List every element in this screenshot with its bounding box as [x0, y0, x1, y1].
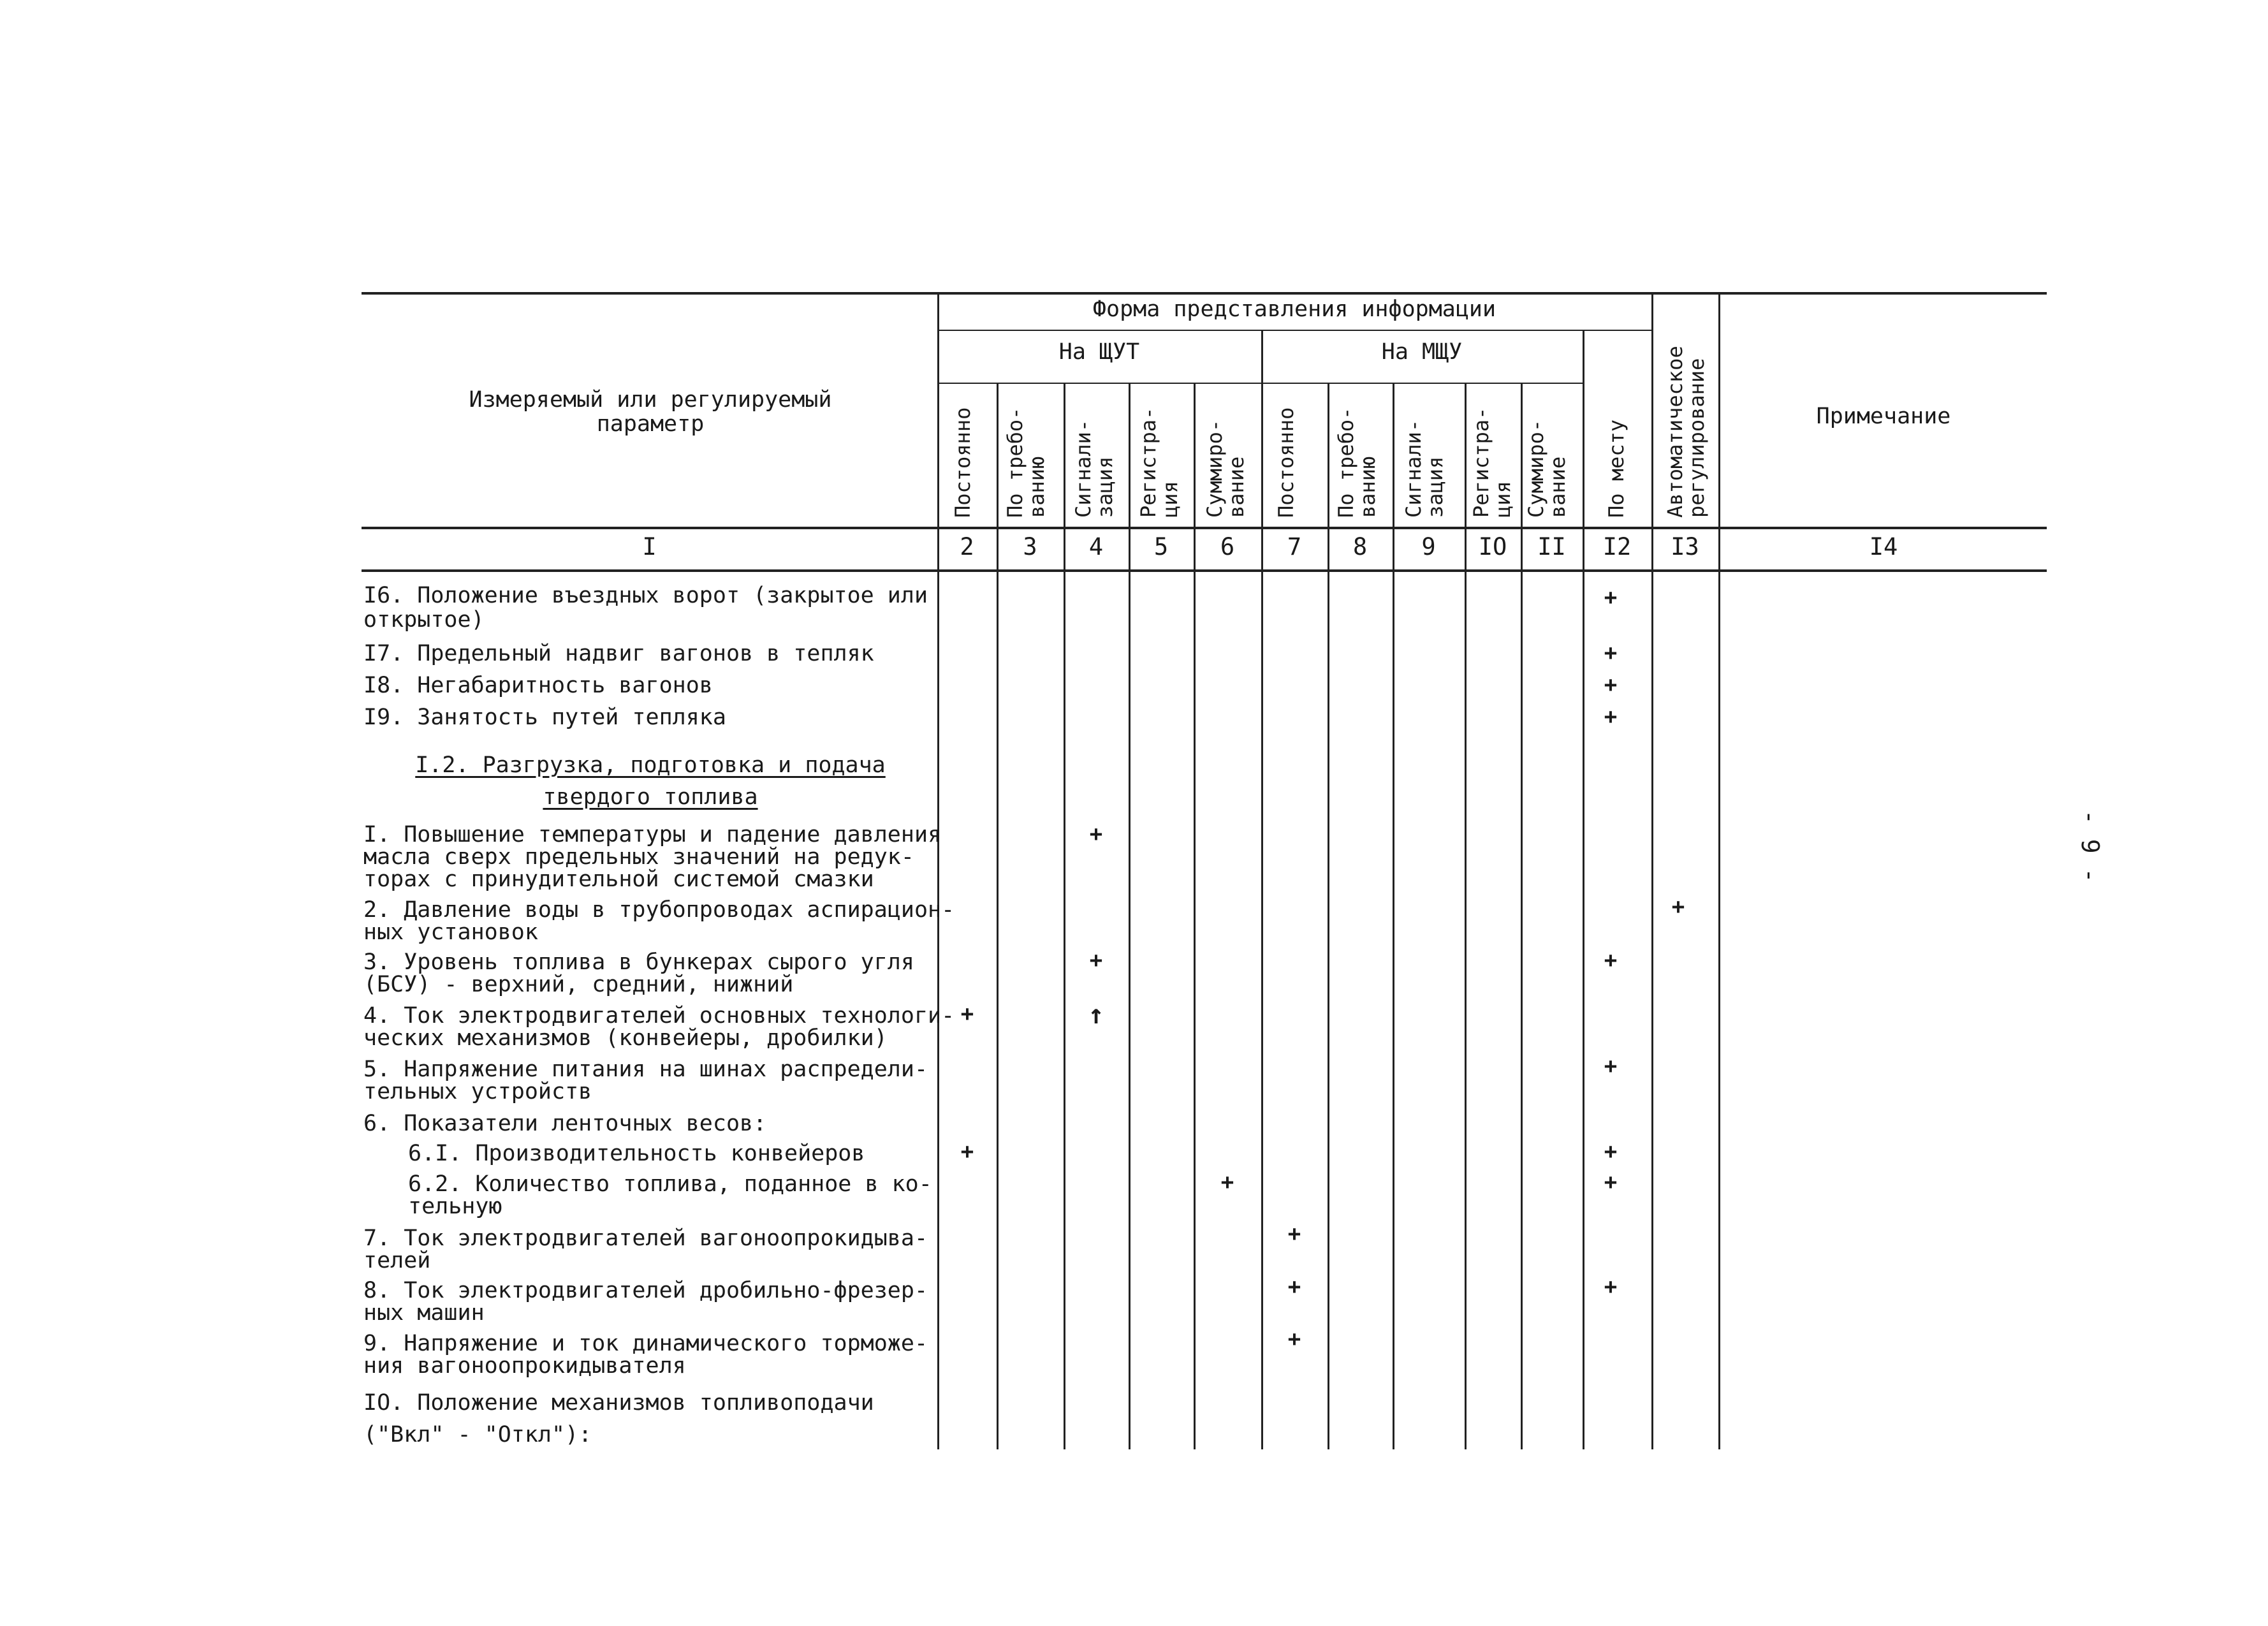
- mark-r3-c4: +: [1089, 948, 1103, 973]
- mark-r61-c2: +: [960, 1139, 974, 1164]
- colnum-3: 3: [1023, 533, 1037, 560]
- section-heading: [363, 749, 937, 813]
- colnum-4: 4: [1088, 533, 1104, 560]
- colnum-12: I2: [1602, 533, 1632, 560]
- mark-r2-c13: +: [1671, 894, 1685, 919]
- table-row-param-16: I6. Положение въездных ворот (закрытое или открытое): [363, 583, 928, 633]
- table-row-param-1: I. Повышение температуры и падение давления масла сверх предельных значений на редук- торах с принудительной системой смазки: [363, 822, 942, 892]
- table-row-param-18: I8. Негабаритность вагонов: [363, 673, 713, 698]
- group-mshchu: На МЩУ: [1381, 339, 1463, 365]
- table-row-param-7: 7. Ток электродвигателей вагоноопрокидыва- телей: [363, 1226, 928, 1273]
- mark-r19-c12: +: [1604, 704, 1618, 729]
- mark-r62-c6: +: [1220, 1169, 1234, 1195]
- colnum-14: I4: [1869, 533, 1898, 560]
- table-row-param-2: 2. Давление воды в трубопроводах аспирацион- ных установок: [363, 897, 955, 945]
- table-row-param-8: 8. Ток электродвигателей дробильно-фрезер- ных машин: [363, 1278, 928, 1326]
- colnum-8: 8: [1352, 533, 1368, 560]
- param-header: [383, 388, 918, 436]
- mark-r17-c12: +: [1604, 640, 1618, 666]
- mark-r4-c4: ↑: [1088, 999, 1104, 1030]
- sub-const-2: Постоянно: [1274, 407, 1298, 518]
- colnum-1: I: [642, 533, 657, 560]
- table-top-rule: [362, 292, 2047, 295]
- mark-r8-c12: +: [1604, 1274, 1618, 1300]
- table-row-param-6: 6. Показатели ленточных весов:: [363, 1111, 767, 1136]
- mark-r16-c12: +: [1604, 585, 1618, 610]
- sub-sum-1: Суммиро- вание: [1203, 419, 1248, 518]
- group-rule: [937, 383, 1583, 384]
- param-header-line2: параметр: [596, 411, 705, 437]
- colnum-13: I3: [1671, 533, 1699, 560]
- table-row-param-3: 3. Уровень топлива в бункерах сырого угля (БСУ) - верхний, средний, нижний: [363, 949, 914, 997]
- colnum-6: 6: [1220, 533, 1235, 560]
- section-heading-line2: твердого топлива: [543, 784, 758, 810]
- mark-r3-c12: +: [1604, 948, 1618, 973]
- mark-r5-c12: +: [1604, 1053, 1618, 1079]
- table-row-param-19: I9. Занятость путей тепляка: [363, 705, 726, 730]
- mark-r62-c12: +: [1604, 1169, 1618, 1195]
- colnum-11: II: [1537, 533, 1566, 560]
- colnum-5: 5: [1153, 533, 1169, 560]
- page-number: - 9 -: [2076, 810, 2104, 883]
- group-shchut: На ЩУТ: [1058, 339, 1140, 365]
- note-header: Примечание: [1816, 404, 1951, 429]
- sub-signal-1: Сигнали- зация: [1071, 419, 1117, 518]
- form-title-rule: [937, 330, 1651, 331]
- table-row-param-9: 9. Напряжение и ток динамического торможе- ния вагоноопрокидывателя: [363, 1331, 928, 1379]
- param-header-line1: Измеряемый или регулируемый: [469, 387, 832, 413]
- table-row-param-6-1: 6.I. Производительность конвейеров: [408, 1141, 865, 1166]
- mark-r18-c12: +: [1604, 672, 1618, 698]
- col-divider-12: [1651, 292, 1653, 1449]
- sub-reg-2: Регистра- ция: [1469, 407, 1515, 518]
- form-title: Форма представления информации: [1092, 297, 1496, 322]
- colnum-9: 9: [1421, 533, 1436, 560]
- sub-const-1: Постоянно: [951, 407, 975, 518]
- colnum-2: 2: [960, 533, 974, 560]
- col-divider-6: [1261, 330, 1263, 1449]
- mark-r8-c7: +: [1287, 1274, 1301, 1300]
- col-divider-11: [1583, 330, 1584, 1449]
- section-heading-line1: I.2. Разгрузка, подготовка и подача: [415, 752, 886, 778]
- table-row-param-6-2: 6.2. Количество топлива, поданное в ко- тельную: [408, 1171, 932, 1219]
- mark-r61-c12: +: [1604, 1139, 1618, 1164]
- sub-signal-2: Сигнали- зация: [1401, 419, 1447, 518]
- colnum-7: 7: [1287, 533, 1302, 560]
- colnum-10: IO: [1478, 533, 1507, 560]
- mark-r7-c7: +: [1287, 1221, 1301, 1247]
- sub-reg-1: Регистра- ция: [1136, 407, 1182, 518]
- table-row-param-17: I7. Предельный надвиг вагонов в тепляк: [363, 641, 874, 666]
- sub-auto: Автоматическое регулирование: [1663, 346, 1709, 518]
- sub-sum-2: Суммиро- вание: [1524, 419, 1570, 518]
- mark-r9-c7: +: [1287, 1326, 1301, 1352]
- sub-local: По месту: [1604, 419, 1628, 518]
- sub-demand-1: По требо- ванию: [1003, 407, 1049, 518]
- mark-r1-c4: +: [1089, 821, 1103, 847]
- table-row-param-5: 5. Напряжение питания на шинах распредели- тельных устройств: [363, 1057, 928, 1104]
- header-bottom-rule: [362, 527, 2047, 529]
- mark-r4-c2: +: [960, 1001, 974, 1027]
- table-row-param-10: IO. Положение механизмов топливоподачи ("Вкл" - "Откл"):: [363, 1390, 874, 1447]
- sub-demand-2: По требо- ванию: [1334, 407, 1380, 518]
- table-row-param-4: 4. Ток электродвигателей основных технологи- ческих механизмов (конвейеры, дробилки): [363, 1003, 955, 1051]
- numbers-bottom-rule: [362, 569, 2047, 572]
- col-divider-13: [1718, 292, 1720, 1449]
